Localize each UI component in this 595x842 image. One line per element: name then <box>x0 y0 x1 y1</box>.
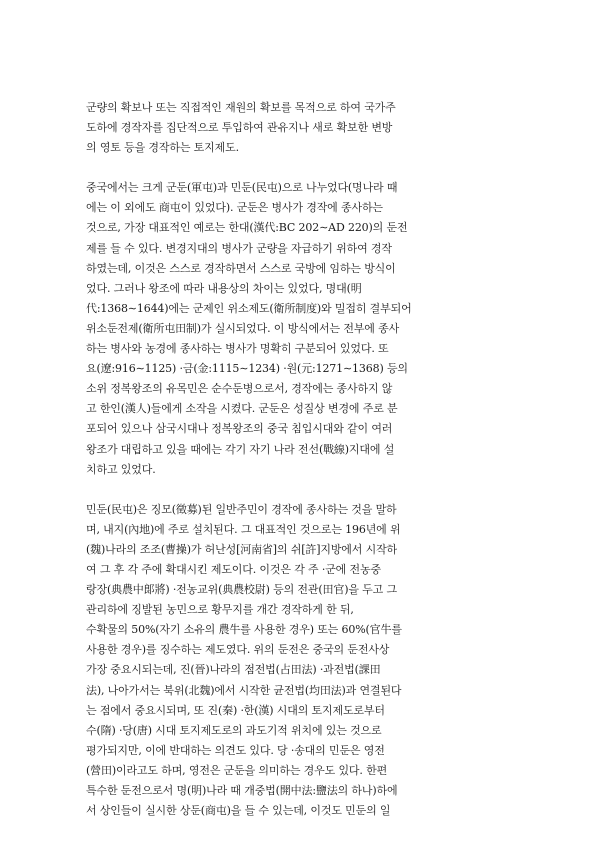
paragraph-civilian-tuntian <box>86 500 511 822</box>
text-line: 제를 들 수 있다. 변경지대의 병사가 군량을 자급하기 위하여 경작 <box>86 241 392 255</box>
text-line: 에는 이 외에도 商屯이 있었다). 군둔은 병사가 경작에 종사하는 <box>86 201 383 215</box>
text-line: 위소둔전제(衛所屯田制)가 실시되었다. 이 방식에서는 전부에 종사 <box>86 321 400 335</box>
text-line: 여 그 후 각 주에 확대시킨 제도이다. 이것은 각 주 ·군에 전농중 <box>86 562 381 576</box>
text-line: 法), 나아가서는 북위(北魏)에서 시작한 균전법(均田法)과 연결된다 <box>86 683 402 697</box>
text-line: 특수한 둔전으로서 명(明)나라 때 개중법(開中法:鹽法의 하나)하에 <box>86 784 398 797</box>
text-line: 도하에 경작자를 집단적으로 투입하여 관유지나 새로 확보한 변방 <box>86 121 393 135</box>
text-line: 하는 병사와 농경에 종사하는 병사가 명확히 구분되어 있었다. 또 <box>86 342 389 356</box>
text-line: (營田)이라고도 하며, 영전은 군둔을 의미하는 경우도 있다. 한편 <box>86 763 388 777</box>
paragraph-military-tuntian <box>86 178 511 479</box>
text-line: 관리하에 징발된 농민으로 황무지를 개간 경작하게 한 뒤, <box>86 603 354 617</box>
text-line: 중국에서는 크게 군둔(軍屯)과 민둔(民屯)으로 나누었다(명나라 때 <box>86 181 398 195</box>
text-line: 수확물의 50%(자기 소유의 農牛를 사용한 경우) 또는 60%(官牛를 <box>86 623 402 637</box>
text-line: 소위 정복왕조의 유목민은 순수둔병으로서, 경작에는 종사하지 않 <box>86 382 393 396</box>
text-line: 것으로, 가장 대표적인 예로는 한대(漢代:BC 202∼AD 220)의 둔전 <box>86 221 408 235</box>
text-line: 는 점에서 중요시되며, 또 진(秦) ·한(漢) 시대의 토지제도로부터 <box>86 703 385 717</box>
text-line: 하였는데, 이것은 스스로 경작하면서 스스로 국방에 임하는 방식이 <box>86 261 396 275</box>
paragraph-definition <box>86 98 511 158</box>
text-line: 서 상인들이 실시한 상둔(商屯)을 들 수 있는데, 이것도 민둔의 일 <box>86 804 391 818</box>
text-line: 며, 내지(內地)에 주로 설치된다. 그 대표적인 것으로는 196년에 위 <box>86 522 401 536</box>
text-line: 의 영토 등을 경작하는 토지제도. <box>86 141 239 155</box>
text-line: 군량의 확보나 또는 직접적인 재원의 확보를 목적으로 하여 국가주 <box>86 101 396 114</box>
text-line: 민둔(民屯)은 징모(徵募)된 일반주민이 경작에 종사하는 것을 말하 <box>86 502 397 516</box>
text-line: 가장 중요시되는데, 진(晉)나라의 점전법(占田法) ·과전법(課田 <box>86 663 381 677</box>
text-line: 수(隋) ·당(唐) 시대 토지제도로의 과도기적 위치에 있는 것으로 <box>86 723 382 737</box>
text-line: 평가되지만, 이에 반대하는 의견도 있다. 당 ·송대의 민둔은 영전 <box>86 743 385 757</box>
text-line: 요(遼:916∼1125) ·금(金:1115∼1234) ·원(元:1271∼1368) 등의 <box>86 362 408 376</box>
text-line: 치하고 있었다. <box>86 462 156 476</box>
text-line: 포되어 있으나 삼국시대나 정복왕조의 중국 침입시대와 같이 여러 <box>86 422 393 436</box>
text-line: 었다. 그러나 왕조에 따라 내용상의 차이는 있었다, 명대(明 <box>86 281 362 295</box>
text-line: 랑장(典農中郞將) ·전농교위(典農校尉) 등의 전관(田官)을 두고 그 <box>86 583 397 597</box>
text-line: 고 한인(漢人)들에게 소작을 시켰다. 군둔은 성질상 변경에 주로 분 <box>86 402 398 416</box>
text-line: 왕조가 대립하고 있을 때에는 각기 자기 나라 전선(戰線)지대에 설 <box>86 442 395 456</box>
text-line: 代:1368∼1644)에는 군제인 위소제도(衛所制度)와 밀접히 결부되어 <box>86 301 412 315</box>
text-line: (魏)나라의 조조(曹操)가 허난성[河南省]의 쉬[許]지방에서 시작하 <box>86 542 398 556</box>
document-body <box>86 98 511 841</box>
text-line: 사용한 경우)를 징수하는 제도였다. 위의 둔전은 중국의 둔전사상 <box>86 643 390 657</box>
